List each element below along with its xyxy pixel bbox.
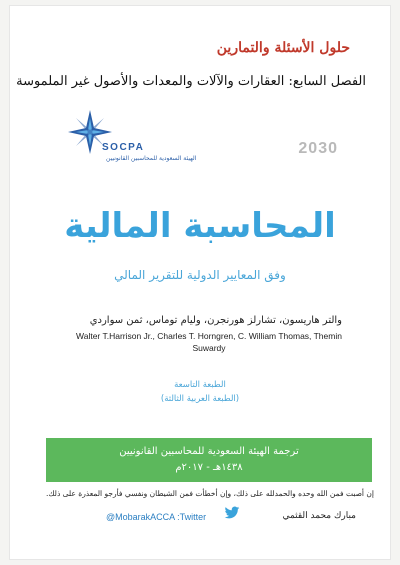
authors-arabic: والتر هاريسون، تشارلز هورنجرن، وليام توماس، ثمن سواردي [89, 315, 342, 326]
translation-date: ١٤٣٨هـ - ٢٠١٧م [175, 462, 243, 473]
socpa-arabic-name: الهيئة السعودية للمحاسبين القانونيين [106, 155, 197, 162]
book-title: المحاسبة المالية [64, 206, 336, 246]
author-name: مبارك محمد القثمي [282, 511, 356, 521]
disclaimer-note: إن أصبت فمن الله وحده والحمدلله على ذلك، وإن أخطأت فمن الشيطان ونفسي فأرجو المعذرة على ذلك. [45, 489, 374, 498]
translation-credit: ترجمة الهيئة السعودية للمحاسبين القانونيين [119, 446, 299, 457]
edition-label: الطبعة التاسعة [174, 380, 226, 390]
document-page [10, 6, 390, 559]
twitter-handle[interactable]: @MobarakACCA :Twitter [106, 512, 207, 522]
translation-banner [46, 438, 372, 482]
chapter-title: الفصل السابع: العقارات والآلات والمعدات والأصول غير الملموسة [16, 74, 366, 89]
twitter-bird-icon [224, 506, 240, 520]
authors-english: Walter T.Harrison Jr., Charles T. Horngren, C. William Thomas, Themin Suwardy [76, 331, 342, 353]
contact-row [106, 508, 356, 526]
solutions-label: حلول الأسئلة والتمارين [216, 40, 350, 56]
arabic-edition-label: (الطبعة العربية الثالثة) [160, 394, 240, 404]
book-subtitle: وفق المعايير الدولية للتقرير المالي [114, 268, 286, 282]
socpa-name: SOCPA [102, 142, 145, 153]
vision-2030-logo: 2030 [298, 140, 338, 157]
socpa-logo [66, 108, 197, 170]
